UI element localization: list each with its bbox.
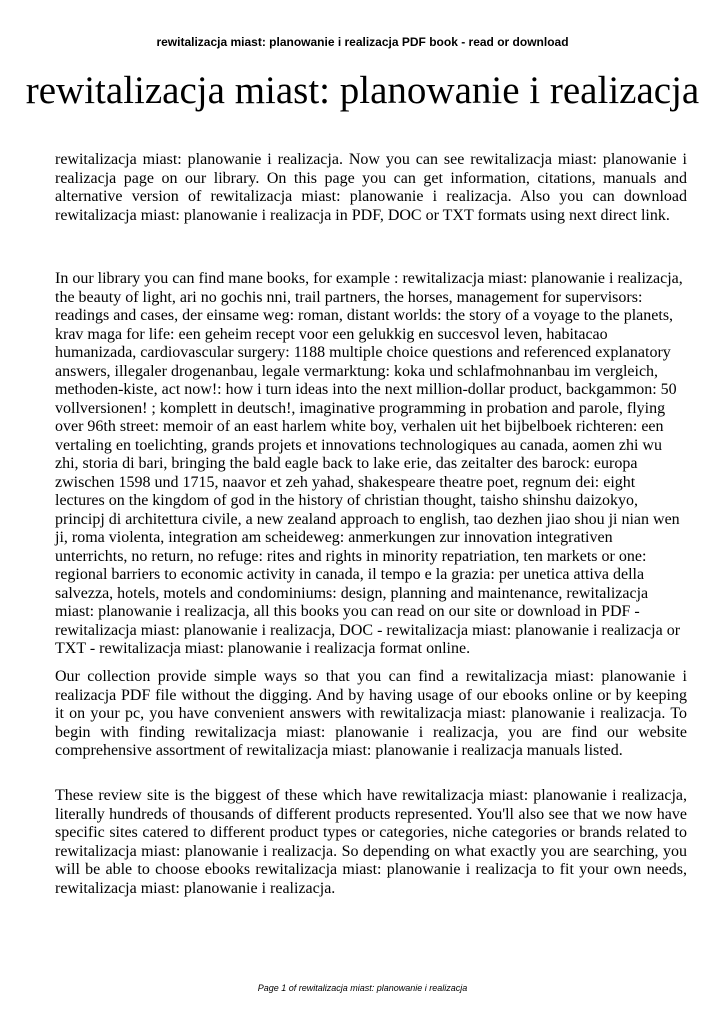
page-header: rewitalizacja miast: planowanie i realizacja PDF book - read or download xyxy=(156,35,569,49)
library-list-paragraph: In our library you can find mane books, for example : rewitalizacja miast: planowanie i realizacja, the beauty of light, ari no gochis nni, trail partners, the horses, management for supervisors: readings and cases, der einsame weg: roman, distant worlds: the story of a voyage to the planets, krav maga for life: een geheim recept voor een gelukkig en succesvol leven, habitacao humanizada, cardiovascular surgery: 1188 multiple choice questions and referenced explanatory answers, illegaler drogenanbau, legale vermarktung: koka und schlafmohnanbau im vergleich, methoden-kiste, act now!: how i turn ideas into the next million-dollar product, backgammon: 50 vollversionen! ; komplett in deutsch!, imaginative programming in probation and parole, flying over 96th street: memoir of an east harlem white boy, verhalen uit het bijbelboek richteren: een vertaling en toelichting, grands projets et innovations technologiques au canada, aomen zhi wu zhi, storia di bari, bringing the bald eagle back to lake erie, das zeitalter des barock: europa zwischen 1598 und 1715, naavor et zeh yahad, shakespeare theatre poet, regnum dei: eight lectures on the kingdom of god in the history of christian thought, taisho shinshu daizokyo, principj di architettura civile, a new zealand approach to english, tao dezhen jiao shou ji nian wen ji, roma violenta, integration am scheideweg: anmerkungen zur innovation integrativen unterrichts, no return, no refuge: rites and rights in minority repatriation, ten markets or one: regional barriers to economic activity in canada, il tempo e la grazia: per unetica attiva della salvezza, hotels, motels and condominiums: design, planning and maintenance, rewitalizacja miast: planowanie i realizacja, all this books you can read on our site or download in PDF - rewitalizacja miast: planowanie i realizacja, DOC - rewitalizacja miast: planowanie i realizacja or TXT - rewitalizacja miast: planowanie i realizacja format online. xyxy=(55,270,683,657)
collection-paragraph: Our collection provide simple ways so that you can find a rewitalizacja miast: planowanie i realizacja PDF file without the digging. And by having usage of our ebooks online or by keeping it on your pc, you have convenient answers with rewitalizacja miast: planowanie i realizacja. To begin with finding rewitalizacja miast: planowanie i realizacja, you are find our website comprehensive assortment of rewitalizacja miast: planowanie i realizacja manuals listed. xyxy=(55,668,687,759)
intro-paragraph: rewitalizacja miast: planowanie i realizacja. Now you can see rewitalizacja miast: planowanie i realizacja page on our library. On this page you can get information, citations, manuals and alternative version of rewitalizacja miast: planowanie i realizacja. Also you can download rewitalizacja miast: planowanie i realizacja in PDF, DOC or TXT formats using next direct link. xyxy=(55,151,687,224)
document-title: rewitalizacja miast: planowanie i realizacja xyxy=(25,69,700,112)
page-footer: Page 1 of rewitalizacja miast: planowanie i realizacja xyxy=(257,983,468,993)
review-site-paragraph: These review site is the biggest of these which have rewitalizacja miast: planowanie i realizacja, literally hundreds of thousands of different products represented. You'll also see that we now have specific sites catered to different product types or categories, niche categories or brands related to rewitalizacja miast: planowanie i realizacja. So depending on what exactly you are searching, you will be able to choose ebooks rewitalizacja miast: planowanie i realizacja to fit your own needs, rewitalizacja miast: planowanie i realizacja. xyxy=(55,787,687,897)
